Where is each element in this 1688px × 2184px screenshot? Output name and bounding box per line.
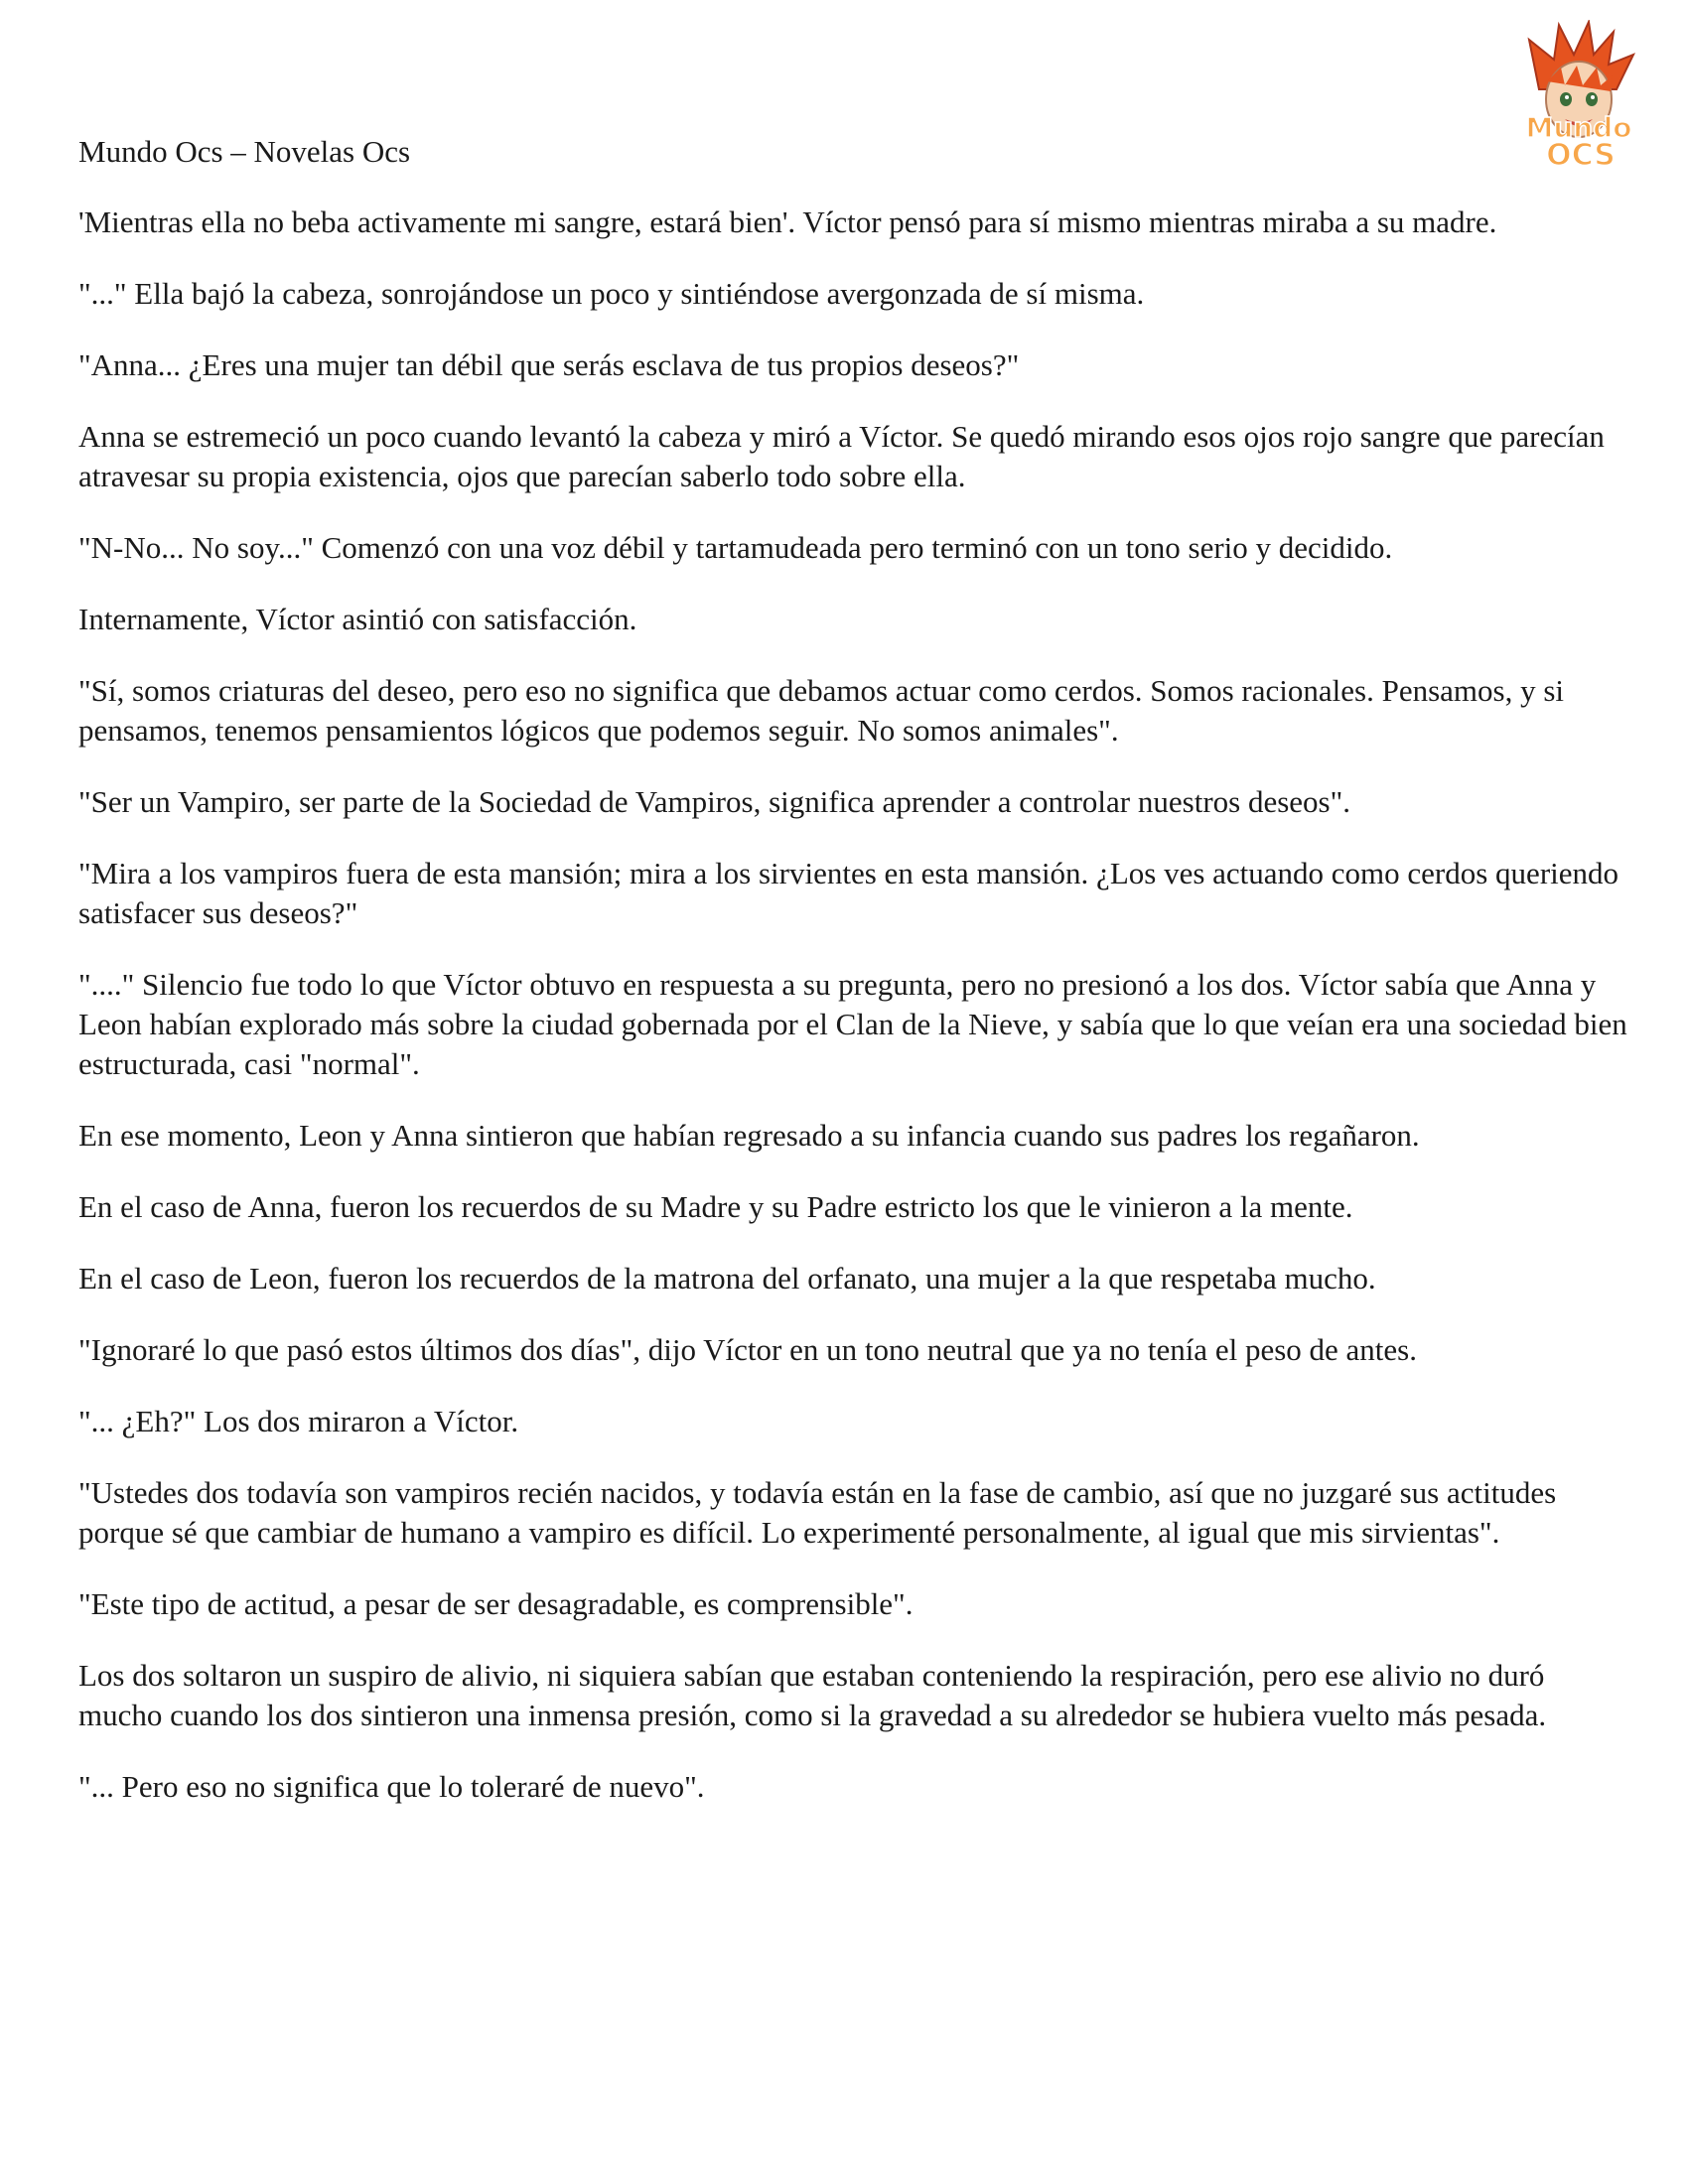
paragraph: "Sí, somos criaturas del deseo, pero eso no significa que debamos actuar como cerdos. Somos racionales. Pensamos, y si pensamos, tenemos pensamientos lógicos que podemos seguir. No somos animales". [78,673,1565,748]
paragraph: "N-No... No soy..." Comenzó con una voz débil y tartamudeada pero terminó con un tono serio y decidido. [78,530,1393,565]
mundo-ocs-logo [1499,20,1658,169]
logo-text-mundo: Mundo [1525,111,1632,144]
logo-text-ocs: OCS [1546,138,1616,169]
paragraph: "Anna... ¿Eres una mujer tan débil que serás esclava de tus propios deseos?" [78,347,1020,382]
paragraph: "Ustedes dos todavía son vampiros recién nacidos, y todavía están en la fase de cambio, así que no juzgaré sus actitudes porque sé que cambiar de humano a vampiro es difícil. Lo experimenté personalmente, al igual que mis sirvientas". [78,1475,1557,1550]
logo-graphic [1499,20,1658,169]
paragraph: Internamente, Víctor asintió con satisfacción. [78,602,637,636]
paragraph: "Ser un Vampiro, ser parte de la Sociedad de Vampiros, significa aprender a controlar nuestros deseos". [78,784,1351,819]
paragraph: 'Mientras ella no beba activamente mi sangre, estará bien'. Víctor pensó para sí mismo mientras miraba a su madre. [78,205,1497,239]
page-header: Mundo Ocs – Novelas Ocs [78,134,411,169]
paragraph: En el caso de Leon, fueron los recuerdos de la matrona del orfanato, una mujer a la que respetaba mucho. [78,1261,1376,1296]
paragraph: En el caso de Anna, fueron los recuerdos de su Madre y su Padre estricto los que le vinieron a la mente. [78,1189,1353,1224]
paragraph: "Este tipo de actitud, a pesar de ser desagradable, es comprensible". [78,1586,914,1621]
paragraph: "... Pero eso no significa que lo toleraré de nuevo". [78,1769,705,1804]
paragraph: "Ignoraré lo que pasó estos últimos dos días", dijo Víctor en un tono neutral que ya no tenía el peso de antes. [78,1332,1417,1367]
paragraph: "Mira a los vampiros fuera de esta mansión; mira a los sirvientes en esta mansión. ¿Los ves actuando como cerdos queriendo satisfacer sus deseos?" [78,856,1619,930]
paragraph: "...." Silencio fue todo lo que Víctor obtuvo en respuesta a su pregunta, pero no presionó a los dos. Víctor sabía que Anna y Leon habían explorado más sobre la ciudad gobernada por el Clan de la Nieve, y sabía que lo que veían era una sociedad bien estructurada, casi "normal". [78,967,1627,1081]
paragraph: Anna se estremeció un poco cuando levantó la cabeza y miró a Víctor. Se quedó mirando esos ojos rojo sangre que parecían atravesar su propia existencia, ojos que parecían saberlo todo sobre ella. [78,419,1605,493]
paragraph: En ese momento, Leon y Anna sintieron que habían regresado a su infancia cuando sus padres los regañaron. [78,1118,1420,1153]
document-body [78,203,1632,1839]
paragraph: "... ¿Eh?" Los dos miraron a Víctor. [78,1404,519,1438]
paragraph: Los dos soltaron un suspiro de alivio, ni siquiera sabían que estaban conteniendo la respiración, pero ese alivio no duró mucho cuando los dos sintieron una inmensa presión, como si la gravedad a su alrededor se hubiera vuelto más pesada. [78,1658,1547,1732]
paragraph: "..." Ella bajó la cabeza, sonrojándose un poco y sintiéndose avergonzada de sí misma. [78,276,1145,311]
